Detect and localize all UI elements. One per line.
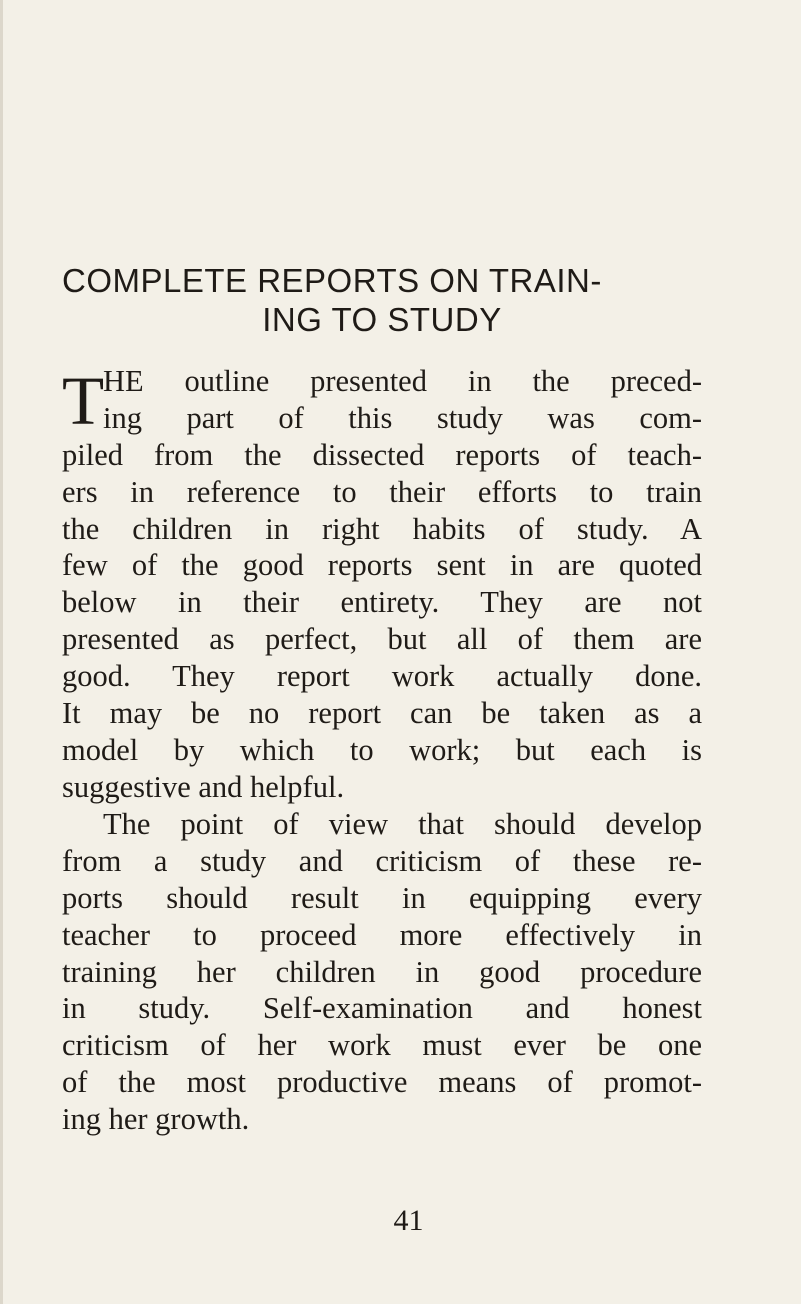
paragraph-line: ports should result in equipping every — [62, 880, 702, 915]
drop-cap: T — [62, 363, 105, 439]
paragraph-line: teacher to proceed more effectively in — [62, 917, 702, 952]
paragraph-line: of the most productive means of promot- — [62, 1065, 702, 1100]
paragraph-line: good. They report work actually done. — [62, 659, 702, 694]
paragraph-line: HE outline presented in the preced- — [103, 364, 702, 398]
paragraph-line: suggestive and helpful. — [62, 769, 345, 804]
paragraph-line: criticism of her work must ever be one — [62, 1028, 702, 1063]
paragraph-line: model by which to work; but each is — [62, 732, 702, 767]
paragraph-line: piled from the dissected reports of teach- — [62, 437, 702, 472]
paragraph-line: It may be no report can be taken as a — [62, 696, 702, 731]
paragraph-line: in study. Self-examination and honest — [62, 991, 702, 1026]
chapter-title-line-2: ING TO STUDY — [262, 301, 502, 338]
paragraph-line: ing her growth. — [62, 1102, 250, 1137]
paragraph-2 — [62, 806, 702, 1138]
paragraph-line: below in their entirety. They are not — [62, 585, 702, 620]
paragraph-line: ers in reference to their efforts to train — [62, 474, 702, 509]
paragraph-line: the children in right habits of study. A — [62, 511, 702, 546]
paragraph-line: presented as perfect, but all of them are — [62, 622, 702, 657]
page-edge — [0, 0, 3, 1304]
paragraph-line: from a study and criticism of these re- — [62, 843, 702, 878]
paragraph-line: ing part of this study was com- — [103, 400, 702, 435]
paragraph-line: The point of view that should develop — [103, 807, 702, 841]
paragraph-line: training her children in good procedure — [62, 954, 702, 989]
paragraph-1 — [62, 363, 702, 806]
page-number: 41 — [393, 1204, 424, 1237]
paragraph-line: few of the good reports sent in are quoted — [62, 548, 702, 583]
chapter-title-line-1: COMPLETE REPORTS ON TRAIN- — [62, 262, 602, 299]
